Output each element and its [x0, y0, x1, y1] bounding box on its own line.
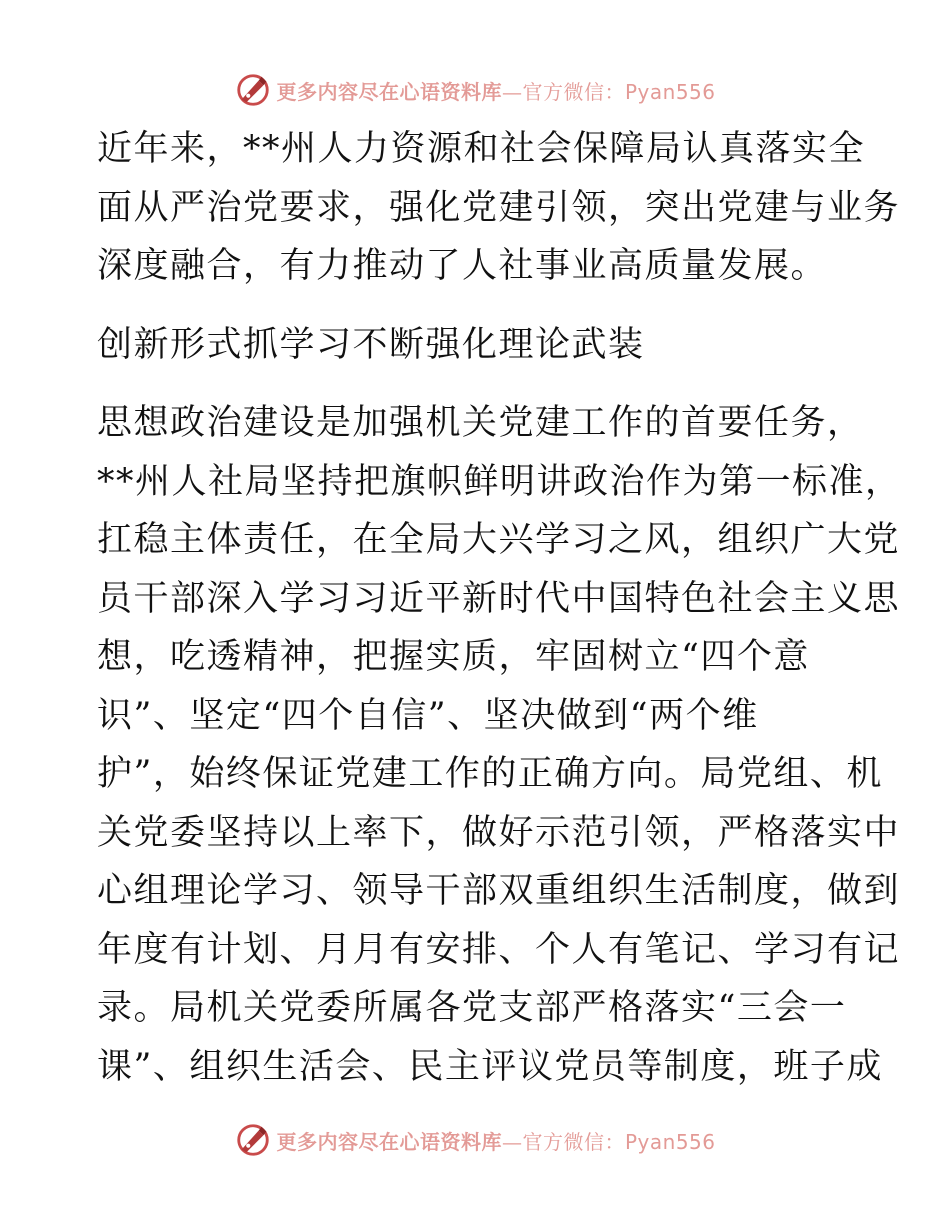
header-watermark-banner [0, 70, 950, 110]
watermark-text [276, 1126, 715, 1155]
text-line: 近年来，**州人力资源和社会保障局认真落实全 [97, 129, 866, 169]
paragraph-intro [97, 120, 901, 296]
watermark-dash: — [501, 79, 523, 104]
heading-line: 创新形式抓学习不断强化理论武装 [97, 324, 645, 365]
text-line: 课”、组织生活会、民主评议党员等制度，班子成 [97, 1046, 883, 1087]
watermark-dash: — [501, 1129, 523, 1154]
watermark-sub: 官方微信： [522, 1129, 625, 1154]
text-line: 护”，始终保证党建工作的正确方向。局党组、机 [97, 754, 883, 794]
text-line: 面从严治党要求，强化党建引领，突出党建与业务 [97, 187, 901, 228]
text-line: 思想政治建设是加强机关党建工作的首要任务， [97, 403, 864, 443]
text-line: 关党委坚持以上率下，做好示范引领，严格落实中 [97, 812, 901, 853]
text-line: 员干部深入学习习近平新时代中国特色社会主义思 [97, 578, 901, 619]
section-heading [97, 316, 857, 375]
text-line: **州人社局坚持把旗帜鲜明讲政治作为第一标准， [97, 461, 902, 502]
footer-watermark-banner [0, 1120, 950, 1160]
watermark-main: 更多内容尽在心语资料库 [276, 1129, 502, 1154]
document-body [97, 120, 902, 1096]
watermark-handle: Pyan556 [624, 1129, 716, 1154]
paragraph-body [97, 394, 902, 1096]
watermark-main: 更多内容尽在心语资料库 [276, 79, 502, 104]
brand-logo-icon [234, 1121, 272, 1159]
watermark-text [276, 76, 715, 105]
text-line: 识”、坚定“四个自信”、坚决做到“两个维 [97, 695, 759, 736]
watermark-sub: 官方微信： [522, 79, 625, 104]
brand-logo-icon [234, 71, 272, 109]
text-line: 年度有计划、月月有安排、个人有笔记、学习有记 [97, 929, 901, 970]
text-line: 想，吃透精神，把握实质，牢固树立“四个意 [97, 637, 810, 677]
text-line: 扛稳主体责任，在全局大兴学习之风，组织广大党 [97, 520, 901, 560]
text-line: 录。局机关党委所属各党支部严格落实“三会一 [97, 988, 847, 1028]
watermark-handle: Pyan556 [624, 79, 716, 104]
text-line: 深度融合，有力推动了人社事业高质量发展。 [97, 246, 828, 286]
text-line: 心组理论学习、领导干部双重组织生活制度，做到 [97, 871, 901, 911]
